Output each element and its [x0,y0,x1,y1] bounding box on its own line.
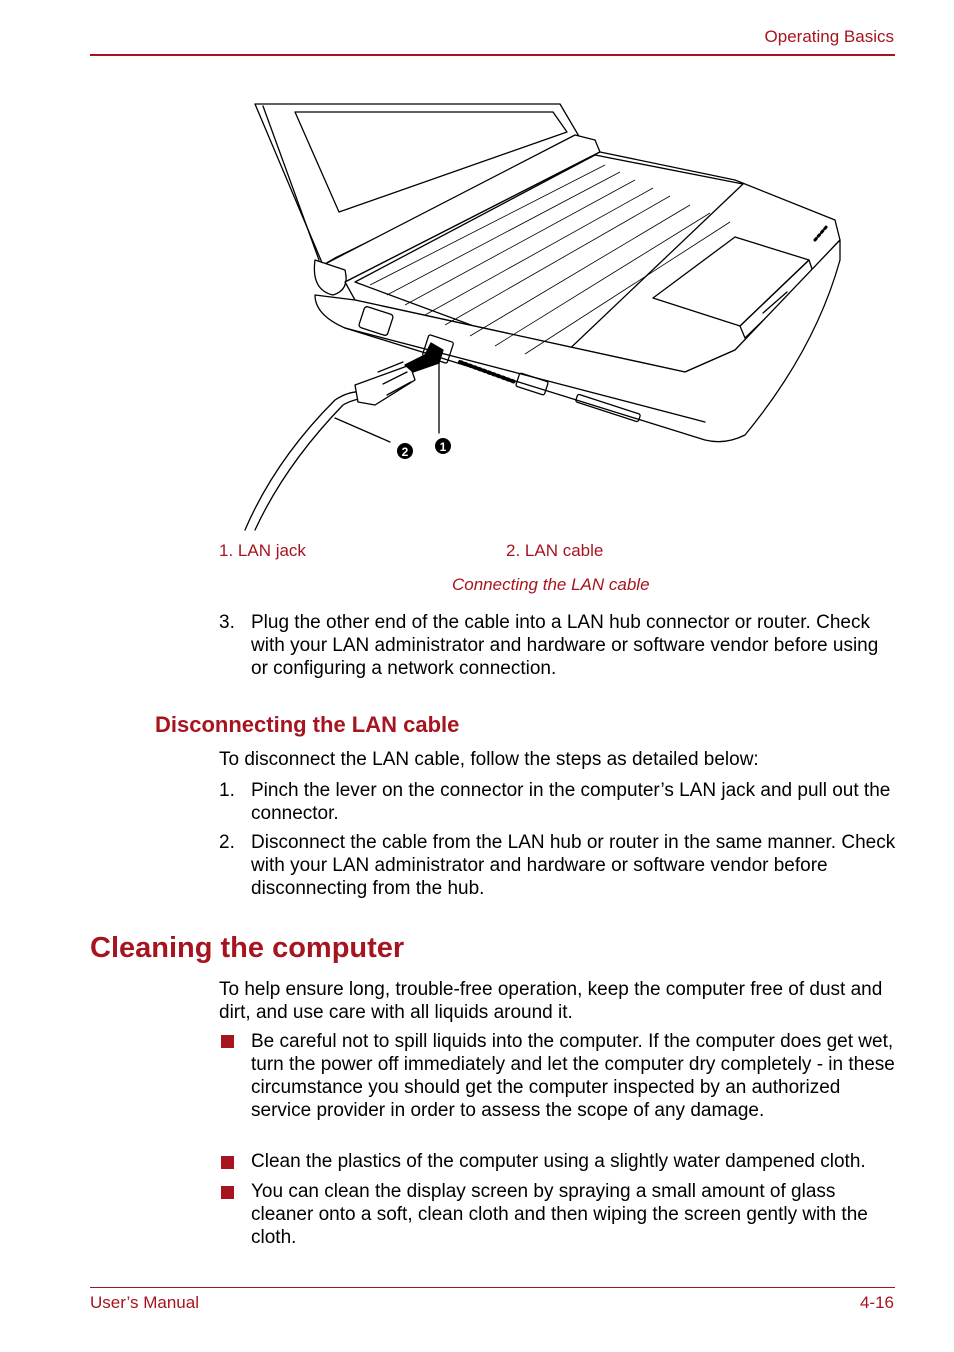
cleaning-intro: To help ensure long, trouble-free operation, keep the computer free of dust and dirt, and use care with all liquids around it. [219,979,883,1023]
running-header: Operating Basics [764,27,894,46]
callout-1-label: 1 [439,440,447,454]
bullet-text: You can clean the display screen by spraying a small amount of glass cleaner onto a soft, clean cloth and then wiping the screen gently with the cloth. [251,1181,868,1248]
figure-label-lan-jack: 1. LAN jack [219,541,306,560]
bullet-text: Be careful not to spill liquids into the computer. If the computer does get wet, turn the power off immediately and let the computer dry completely - in these circumstance you should get the computer inspected by an authorized service provider in order to assess the scope of any damage. [251,1031,895,1121]
bullet-marker [221,1156,234,1169]
figure-label-lan-cable: 2. LAN cable [506,541,604,560]
bullet-marker [221,1186,234,1199]
callout-1-badge [435,438,451,454]
step-number: 2. [219,832,235,853]
step-text: Disconnect the cable from the LAN hub or router in the same manner. Check with your LAN administrator and hardware or software vendor before disconnecting from the hub. [251,832,896,899]
figure-caption: Connecting the LAN cable [452,575,650,594]
callout-2-badge [397,443,413,459]
bullet-marker [221,1035,234,1048]
step-text: Plug the other end of the cable into a LAN hub connector or router. Check with your LAN administrator and hardware or software vendor before using or configuring a network connection. [251,612,879,679]
step-number: 1. [219,780,235,801]
step-number: 3. [219,612,235,633]
footer-rule [90,1287,895,1288]
laptop-lan-illustration [215,100,855,540]
page-number: 4-16 [859,1293,894,1312]
callout-2-label: 2 [401,445,409,459]
disconnect-intro: To disconnect the LAN cable, follow the steps as detailed below: [219,749,759,770]
chapter-heading-cleaning: Cleaning the computer [90,932,405,964]
bullet-text: Clean the plastics of the computer using a slightly water dampened cloth. [251,1151,866,1172]
footer-manual-title: User’s Manual [90,1293,199,1312]
step-text: Pinch the lever on the connector in the computer’s LAN jack and pull out the connector. [251,780,891,824]
header-rule [90,54,895,56]
section-heading-disconnect: Disconnecting the LAN cable [155,712,460,737]
